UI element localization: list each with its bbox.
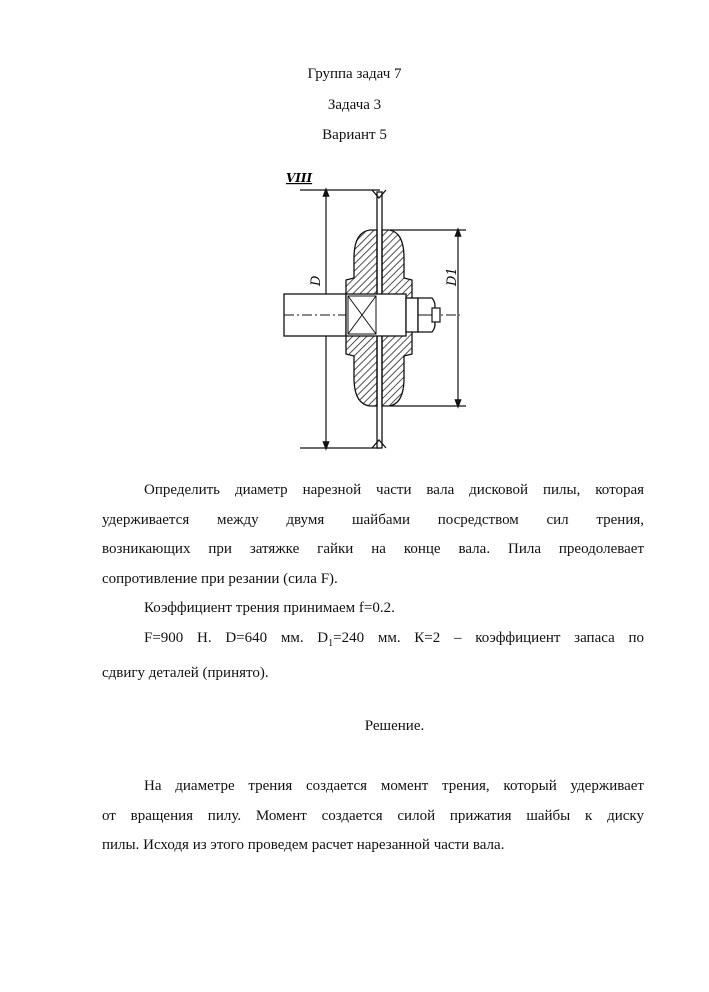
- given-values: F=900 Н. D=640 мм. D: [144, 630, 329, 646]
- solution-line: от вращения пилу. Момент создается силой прижатия шайбы к диску: [102, 807, 644, 824]
- task-title: Задача 3: [327, 97, 382, 113]
- variant-title: Вариант 5: [322, 127, 387, 143]
- given-line: [102, 624, 644, 659]
- washer-nut: [406, 298, 418, 332]
- given-values-cont: =240 мм. К=2 – коэффициент запаса по: [333, 630, 644, 646]
- problem-paragraph: [102, 476, 644, 594]
- dim-D1-label: D1: [445, 267, 460, 286]
- solution-paragraph: [102, 772, 644, 861]
- given-paragraph: [102, 624, 644, 688]
- friction-line: Коэффициент трения принимаем f=0.2.: [144, 600, 395, 616]
- problem-line: удерживается между двумя шайбами посредством сил трения,: [102, 511, 644, 528]
- problem-line: сопротивление при резании (сила F).: [102, 570, 338, 587]
- dim-D-label: D: [309, 275, 324, 286]
- group-title: Группа задач 7: [307, 66, 402, 82]
- shaft-end: [432, 308, 440, 322]
- problem-line: возникающих при затяжке гайки на конце вала. Пила преодолевает: [102, 541, 644, 557]
- figure-roman-label: VIII: [286, 171, 313, 185]
- solution-line: пилы. Исходя из этого проведем расчет нарезанной части вала.: [102, 837, 505, 853]
- solution-line: На диаметре трения создается момент трения, который удерживает: [144, 778, 644, 794]
- solution-heading: Решение.: [364, 718, 425, 734]
- saw-shaft-drawing: [280, 168, 480, 458]
- problem-line: Определить диаметр нарезной части вала дисковой пилы, которая: [144, 482, 644, 498]
- given-subscript: 1: [328, 638, 334, 649]
- given-line: сдвигу деталей (принято).: [102, 664, 269, 681]
